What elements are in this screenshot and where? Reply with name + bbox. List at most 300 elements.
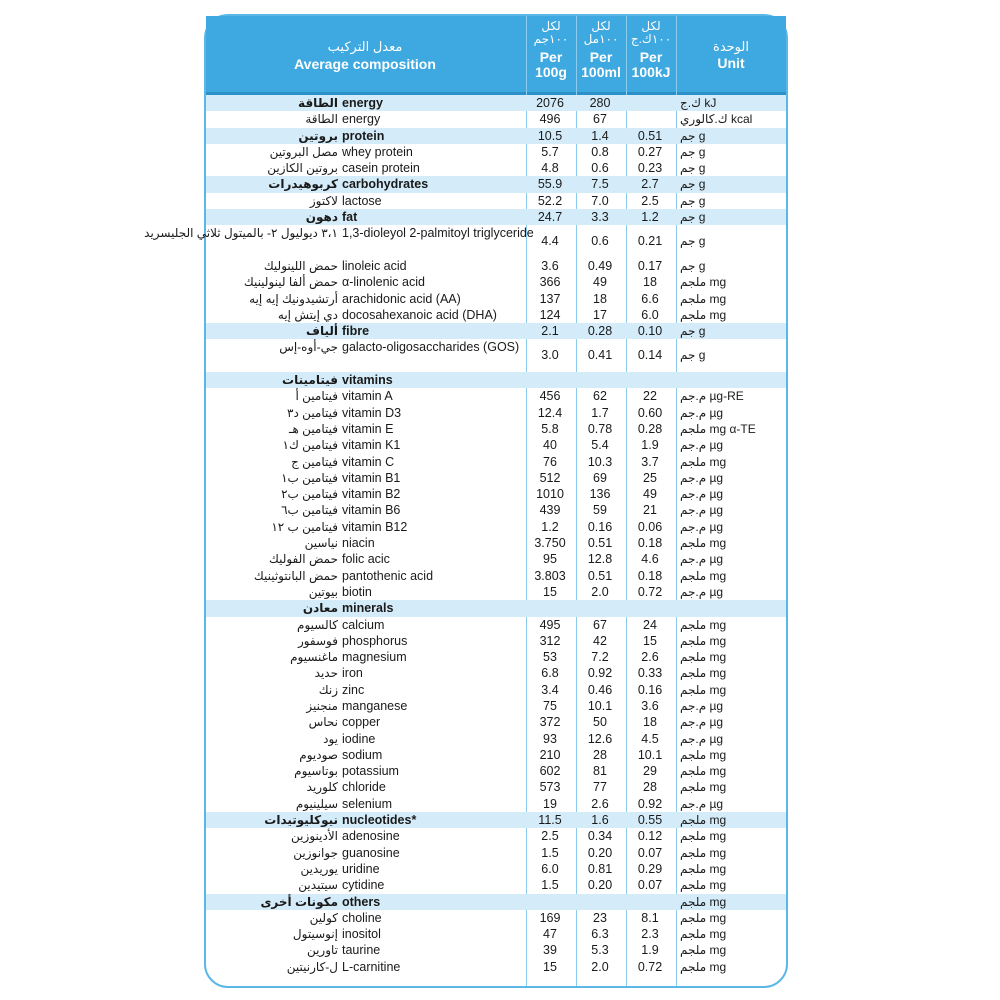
value-per-100ml: 0.20 [587, 845, 613, 860]
value-per-100kj: 0.55 [637, 813, 663, 828]
value-per-100kj: 0.72 [637, 584, 663, 599]
value-per-100ml: 1.6 [591, 813, 609, 828]
nutrient-name-en: guanosine [342, 845, 400, 860]
unit-cell: ملجم mg [680, 617, 727, 632]
unit-cell: ملجم mg [680, 829, 727, 844]
nutrient-name-en: vitamins [342, 373, 393, 388]
value-per-100kj: 6.0 [641, 307, 659, 322]
value-per-100ml: 6.3 [591, 927, 609, 942]
value-per-100ml: 0.6 [591, 161, 609, 176]
nutrient-name-en: iron [342, 666, 363, 681]
value-per-100kj: 0.10 [637, 324, 663, 339]
value-per-100kj: 0.14 [637, 348, 663, 363]
value-per-100kj: 0.07 [637, 845, 663, 860]
nutrient-name-en: selenium [342, 796, 393, 811]
nutrient-name-ar: ل-كارنيتين [286, 959, 338, 974]
nutrient-name-ar: ألياف [306, 324, 338, 339]
value-per-100g: 19 [543, 796, 557, 811]
nutrient-name-ar: حمض البانتوثينيك [253, 568, 338, 583]
table-row [206, 502, 786, 518]
value-per-100g: 3.6 [541, 258, 559, 273]
value-per-100g: 75 [543, 698, 557, 713]
value-per-100ml: 50 [593, 715, 607, 730]
unit-cell: جم g [680, 210, 706, 225]
value-per-100ml: 77 [593, 780, 607, 795]
nutrient-name-en: 1,3-dioleyol 2-palmitoyl triglyceride [342, 226, 534, 241]
value-per-100kj: 4.6 [641, 552, 659, 567]
value-per-100g: 366 [539, 275, 561, 290]
value-per-100kj: 0.33 [637, 666, 663, 681]
value-per-100g: 312 [539, 633, 561, 648]
value-per-100kj: 3.7 [641, 454, 659, 469]
value-per-100ml: 0.92 [587, 666, 613, 681]
unit-cell: جم g [680, 234, 706, 249]
table-row [206, 111, 786, 127]
nutrient-name-ar: سيلينيوم [295, 796, 338, 811]
value-per-100g: 372 [539, 715, 561, 730]
nutrient-name-en: niacin [342, 536, 375, 551]
table-row [206, 861, 786, 877]
nutrient-name-en: vitamin C [342, 454, 395, 469]
value-per-100kj: 0.18 [637, 568, 663, 583]
table-row [206, 388, 786, 404]
nutrition-table-panel [144, 14, 788, 988]
nutrient-name-en: magnesium [342, 650, 407, 665]
value-per-100ml: 10.1 [587, 698, 613, 713]
unit-cell: ملجم mg [680, 910, 727, 925]
value-per-100ml: 280 [589, 96, 611, 110]
value-per-100g: 53 [543, 650, 557, 665]
value-per-100kj: 0.07 [637, 878, 663, 893]
unit-cell: ملجم mg [680, 878, 727, 893]
value-per-100g: 169 [539, 910, 561, 925]
value-per-100kj: 0.27 [637, 144, 663, 159]
value-per-100ml: 67 [593, 112, 607, 127]
value-per-100g: 15 [543, 584, 557, 599]
unit-cell: م.جم µg-RE [680, 389, 744, 404]
nutrient-name-ar: أرتشيدونيك إيه إيه [249, 291, 338, 306]
table-row [206, 144, 786, 160]
value-per-100g: 3.803 [534, 568, 566, 583]
nutrient-name-en: α-linolenic acid [342, 275, 425, 290]
value-per-100g: 93 [543, 731, 557, 746]
unit-cell: جم g [680, 193, 706, 208]
nutrient-name-ar: كولين [309, 910, 338, 925]
value-per-100g: 573 [539, 780, 561, 795]
header-per-100kj-ar: لكل ١٠٠ك.ج [630, 19, 672, 46]
unit-cell: ملجم mg [680, 747, 727, 762]
value-per-100ml: 59 [593, 503, 607, 518]
header-composition-ar: معدل التركيب [327, 39, 403, 54]
table-row [206, 828, 786, 844]
nutrient-name-en: adenosine [342, 829, 400, 844]
value-per-100g: 2.1 [541, 324, 559, 339]
nutrient-name-ar: نحاس [308, 715, 338, 730]
unit-cell: ملجم mg [680, 568, 727, 583]
value-per-100g: 512 [539, 470, 561, 485]
nutrient-name-ar: فيتامين د٣ [287, 405, 338, 420]
nutrient-name-en: manganese [342, 698, 408, 713]
unit-cell: ملجم mg [680, 633, 727, 648]
value-per-100kj: 0.72 [637, 959, 663, 974]
value-per-100ml: 17 [593, 307, 607, 322]
nutrient-name-ar: حمض ألفا لينولينيك [243, 275, 338, 290]
value-per-100kj: 18 [643, 275, 657, 290]
value-per-100g: 496 [539, 112, 561, 127]
table-row [206, 959, 786, 975]
unit-cell: م.جم µg [680, 405, 724, 420]
table-row [206, 763, 786, 779]
table-section-row [206, 372, 786, 388]
unit-cell: جم g [680, 177, 706, 192]
value-per-100ml: 42 [593, 633, 607, 648]
table-row [206, 942, 786, 958]
table-row [206, 584, 786, 600]
nutrient-name-ar: مكونات أخرى [260, 894, 338, 909]
nutrient-name-en: vitamin B6 [342, 503, 401, 518]
value-per-100kj: 0.21 [637, 234, 663, 249]
nutrient-name-ar: ٣،١ ديوليول ٢- بالميتول ثلاثي الجليسريد [144, 226, 338, 241]
nutrient-name-ar: يود [323, 731, 338, 746]
nutrient-name-ar: ماغنسيوم [290, 650, 338, 665]
unit-cell: جم g [680, 258, 706, 273]
value-per-100ml: 0.16 [587, 519, 613, 534]
nutrient-name-ar: كالسيوم [297, 617, 338, 632]
value-per-100g: 439 [539, 503, 561, 518]
unit-cell: ملجم mg [680, 650, 727, 665]
unit-cell: ملجم mg [680, 845, 727, 860]
value-per-100kj: 0.17 [637, 258, 663, 273]
nutrient-name-en: docosahexanoic acid (DHA) [342, 307, 497, 322]
unit-cell: ملجم mg [680, 943, 727, 958]
nutrient-name-ar: مصل البروتين [269, 144, 338, 159]
nutrient-name-en: protein [342, 128, 385, 143]
table-row [206, 747, 786, 763]
value-per-100ml: 7.0 [591, 193, 609, 208]
table-row [206, 682, 786, 698]
table-row [144, 225, 786, 258]
value-per-100g: 76 [543, 454, 557, 469]
nutrient-name-en: L-carnitine [342, 959, 401, 974]
value-per-100ml: 81 [593, 764, 607, 779]
value-per-100kj: 21 [643, 503, 657, 518]
value-per-100ml: 0.51 [587, 536, 613, 551]
nutrient-name-ar: نيوكليوتيدات [264, 813, 338, 828]
unit-cell: م.جم µg [680, 552, 724, 567]
value-per-100ml: 23 [593, 910, 607, 925]
unit-cell: ملجم mg [680, 764, 727, 779]
value-per-100g: 5.8 [541, 421, 559, 436]
unit-cell: م.جم µg [680, 438, 724, 453]
value-per-100kj: 2.5 [641, 193, 659, 208]
unit-cell: ملجم mg [680, 536, 727, 551]
value-per-100g: 137 [539, 291, 561, 306]
value-per-100g: 1.5 [541, 845, 559, 860]
nutrient-name-ar: منجنيز [306, 698, 338, 713]
nutrient-name-ar: يوريدين [300, 861, 338, 876]
table-row [206, 519, 786, 535]
nutrient-name-en: cytidine [342, 878, 385, 893]
value-per-100ml: 0.78 [587, 421, 613, 436]
value-per-100kj: 0.23 [637, 161, 663, 176]
nutrient-name-en: arachidonic acid (AA) [342, 291, 461, 306]
value-per-100g: 6.8 [541, 666, 559, 681]
nutrient-name-ar: حديد [314, 666, 338, 681]
table-body [144, 95, 786, 975]
table-row [206, 421, 786, 437]
unit-cell: ملجم mg [680, 813, 727, 828]
nutrient-name-ar: فيتامين هـ [289, 421, 338, 436]
nutrient-name-en: biotin [342, 584, 372, 599]
value-per-100g: 4.8 [541, 161, 559, 176]
table-row [206, 535, 786, 551]
value-per-100kj: 18 [643, 715, 657, 730]
unit-cell: م.جم µg [680, 519, 724, 534]
value-per-100kj: 6.6 [641, 291, 659, 306]
table-row [206, 551, 786, 567]
value-per-100kj: 1.9 [641, 943, 659, 958]
table-row [206, 845, 786, 861]
table-section-row [206, 128, 786, 144]
table-row [206, 926, 786, 942]
nutrient-name-ar: فيتامين ج [291, 454, 338, 469]
value-per-100ml: 0.46 [587, 682, 613, 697]
nutrient-name-en: calcium [342, 617, 385, 632]
value-per-100ml: 0.20 [587, 878, 613, 893]
table-row [206, 339, 786, 372]
nutrient-name-ar: جوانوزين [293, 845, 338, 860]
value-per-100ml: 28 [593, 747, 607, 762]
value-per-100g: 52.2 [537, 193, 563, 208]
value-per-100ml: 7.2 [591, 650, 609, 665]
nutrient-name-en: copper [342, 715, 381, 730]
nutrient-name-ar: جي-أوه-إس [279, 340, 338, 355]
nutrient-name-ar: بيوتين [308, 584, 338, 599]
table-row [206, 779, 786, 795]
value-per-100ml: 136 [589, 487, 611, 502]
table-row [206, 714, 786, 730]
value-per-100ml: 0.8 [591, 144, 609, 159]
nutrient-name-ar: كربوهيدرات [268, 177, 338, 192]
header-per-100kj [626, 16, 676, 92]
nutrient-name-en: phosphorus [342, 633, 408, 648]
nutrient-name-ar: فوسفور [297, 633, 338, 648]
table-section-row [206, 600, 786, 616]
value-per-100kj: 15 [643, 633, 657, 648]
nutrient-name-ar: فيتامين ك١ [282, 438, 338, 453]
nutrient-name-ar: لاكتوز [309, 193, 338, 208]
nutrient-name-en: carbohydrates [342, 177, 429, 192]
table-row [206, 405, 786, 421]
value-per-100ml: 69 [593, 470, 607, 485]
unit-cell: م.جم µg [680, 487, 724, 502]
value-per-100g: 11.5 [538, 813, 562, 828]
table-row [206, 486, 786, 502]
value-per-100g: 39 [543, 943, 557, 958]
value-per-100kj: 0.16 [637, 682, 663, 697]
nutrient-name-ar: فيتامين ب١ [281, 470, 338, 485]
header-per-100g [526, 16, 576, 92]
unit-cell: ملجم mg [680, 454, 727, 469]
table-row [206, 910, 786, 926]
nutrient-name-en: nucleotides* [342, 813, 417, 828]
value-per-100g: 124 [539, 307, 561, 322]
value-per-100ml: 0.41 [587, 348, 613, 363]
nutrient-name-en: energy [342, 96, 383, 110]
value-per-100ml: 0.34 [587, 829, 613, 844]
nutrient-name-en: taurine [342, 943, 381, 958]
unit-cell: م.جم µg [680, 698, 724, 713]
unit-cell: م.جم µg [680, 470, 724, 485]
unit-cell: جم g [680, 144, 706, 159]
table-section-row [206, 95, 786, 111]
header-per-100g-en: Per 100g [535, 49, 567, 80]
header-per-100ml-en: Per 100ml [581, 49, 621, 80]
value-per-100ml: 18 [593, 291, 607, 306]
table-row [206, 274, 786, 290]
nutrient-name-en: pantothenic acid [342, 568, 434, 583]
unit-cell: ملجم mg [680, 927, 727, 942]
header-per-100ml [576, 16, 626, 92]
nutrient-name-en: vitamin B12 [342, 519, 408, 534]
nutrient-name-ar: فيتامين أ [295, 389, 338, 404]
value-per-100g: 602 [539, 764, 561, 779]
value-per-100kj: 29 [643, 764, 657, 779]
value-per-100ml: 49 [593, 275, 607, 290]
unit-cell: ملجم mg [680, 682, 727, 697]
value-per-100kj: 25 [643, 470, 657, 485]
value-per-100kj: 0.60 [637, 405, 663, 420]
nutrient-name-ar: دي إيتش إيه [277, 307, 338, 322]
value-per-100kj: 0.18 [637, 536, 663, 551]
nutrient-name-ar: فيتامين ب٦ [281, 503, 338, 518]
table-row [206, 193, 786, 209]
value-per-100g: 40 [543, 438, 557, 453]
header-per-100kj-en: Per 100kJ [631, 49, 671, 80]
header-unit-ar: الوحدة [713, 39, 749, 54]
value-per-100g: 3.0 [541, 348, 559, 363]
nutrient-name-ar: الطاقة [305, 112, 338, 127]
value-per-100g: 3.4 [541, 682, 559, 697]
table-row [206, 470, 786, 486]
table-row [206, 258, 786, 274]
value-per-100g: 15 [543, 959, 557, 974]
value-per-100kj: 10.1 [637, 747, 663, 762]
value-per-100g: 47 [543, 927, 557, 942]
table-row [206, 568, 786, 584]
value-per-100kj: 0.12 [637, 829, 663, 844]
nutrient-name-en: potassium [342, 764, 399, 779]
nutrient-name-ar: زنك [318, 682, 338, 697]
nutrient-name-ar: فيتامين ب ١٢ [271, 519, 338, 534]
nutrient-name-en: fat [342, 210, 358, 225]
value-per-100g: 2.5 [541, 829, 559, 844]
unit-cell: ك.كالوري kcal [680, 112, 753, 127]
value-per-100g: 95 [543, 552, 557, 567]
table-row [206, 877, 786, 893]
unit-cell: ملجم mg [680, 291, 727, 306]
value-per-100ml: 12.6 [587, 731, 613, 746]
value-per-100ml: 2.6 [591, 796, 609, 811]
nutrient-name-ar: كلوريد [306, 780, 338, 795]
table-section-row [206, 323, 786, 339]
table-row [206, 665, 786, 681]
nutrient-name-en: minerals [342, 601, 394, 616]
value-per-100kj: 2.3 [641, 927, 659, 942]
value-per-100g: 1010 [536, 487, 564, 502]
unit-cell: ملجم mg [680, 307, 727, 322]
nutrient-name-en: inositol [342, 927, 381, 942]
value-per-100ml: 67 [593, 617, 607, 632]
value-per-100kj: 8.1 [641, 910, 659, 925]
nutrient-name-ar: إنوسيتول [292, 927, 338, 942]
nutrient-name-en: folic acic [342, 552, 390, 567]
unit-cell: جم g [680, 161, 706, 176]
nutrient-name-ar: الطاقة [298, 96, 338, 110]
header-unit-en: Unit [717, 55, 745, 71]
table-row [206, 291, 786, 307]
table-row [206, 633, 786, 649]
nutrient-name-ar: صوديوم [299, 747, 338, 762]
table-row [206, 307, 786, 323]
value-per-100ml: 0.51 [587, 568, 613, 583]
value-per-100ml: 0.28 [587, 324, 613, 339]
header-per-100g-ar: لكل ١٠٠جم [533, 19, 569, 46]
nutrient-name-en: casein protein [342, 161, 420, 176]
nutrient-name-en: energy [342, 112, 381, 127]
value-per-100ml: 0.81 [587, 861, 613, 876]
nutrient-name-ar: الأدينوزين [291, 829, 338, 844]
value-per-100ml: 3.3 [591, 210, 609, 225]
nutrient-name-en: vitamin D3 [342, 405, 402, 420]
unit-cell: ملجم mg [680, 894, 727, 909]
unit-cell: م.جم µg [680, 584, 724, 599]
unit-cell: م.جم µg [680, 796, 724, 811]
table-header [206, 16, 786, 95]
value-per-100kj: 2.7 [641, 177, 659, 192]
value-per-100kj: 0.92 [637, 796, 663, 811]
table-section-row [206, 812, 786, 828]
unit-cell: ملجم mg [680, 959, 727, 974]
nutrient-name-en: zinc [342, 682, 365, 697]
nutrient-name-ar: تاورين [306, 943, 338, 958]
unit-cell: جم g [680, 324, 706, 339]
table-row [206, 649, 786, 665]
value-per-100kj: 2.6 [641, 650, 659, 665]
header-composition [206, 16, 524, 92]
table-row [206, 731, 786, 747]
value-per-100ml: 2.0 [591, 959, 609, 974]
value-per-100g: 456 [539, 389, 561, 404]
unit-cell: ملجم mg [680, 275, 727, 290]
value-per-100g: 6.0 [541, 861, 559, 876]
value-per-100ml: 7.5 [591, 177, 609, 192]
nutrient-name-ar: بوتاسيوم [294, 764, 338, 779]
table-row [206, 796, 786, 812]
nutrient-name-ar: نياسين [304, 536, 338, 551]
value-per-100g: 10.5 [537, 128, 563, 143]
nutrient-name-en: sodium [342, 747, 383, 762]
table-section-row [206, 176, 786, 192]
table-row [206, 617, 786, 633]
table-row [206, 437, 786, 453]
nutrient-name-en: uridine [342, 861, 380, 876]
unit-cell: ملجم mg [680, 666, 727, 681]
nutrient-name-en: galacto-oligosaccharides (GOS) [342, 340, 520, 355]
value-per-100ml: 1.4 [591, 128, 609, 143]
nutrient-name-en: vitamin K1 [342, 438, 401, 453]
value-per-100kj: 0.51 [637, 128, 663, 143]
